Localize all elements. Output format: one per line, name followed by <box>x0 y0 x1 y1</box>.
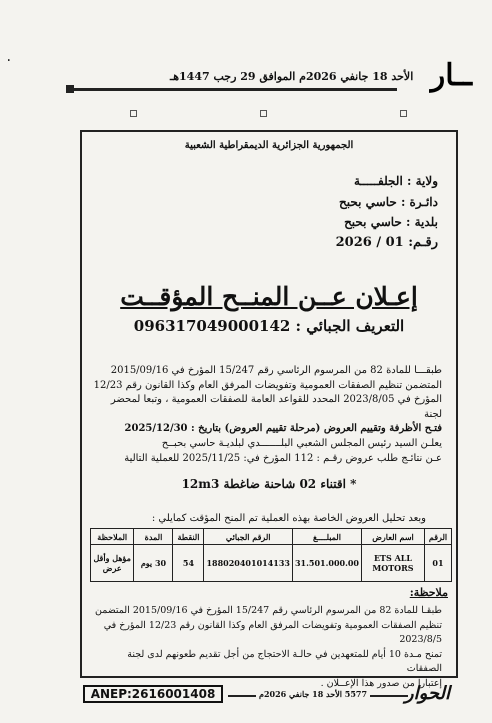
commune-line: بلدية : حاسي بحبح <box>344 215 438 229</box>
paragraph-line: إعتبارا من صدور هذا الإعــلان . <box>320 677 442 689</box>
table-row <box>91 545 452 582</box>
reference-number: رقـم: 01 / 2026 <box>335 235 438 250</box>
paragraph-line: تمنح مـدة 10 أيام للمتعهدين في حالـة الاحتجاج من أجل تقديم طعونهم لدى لجنة الصفقات <box>127 648 442 675</box>
registration-mark <box>260 110 267 117</box>
daira-line: دائـرة : حاسي بحبح <box>339 195 438 209</box>
paragraph-line: يعلـن السيد رئيس المجلس الشعبي البلـــــــدي لبلديـة حاسي بحبــح <box>161 437 442 449</box>
cell-number: 01 <box>425 545 452 582</box>
paragraph-line: المؤرخ في 2023/8/05 المحدد للقواعد العامة للصفقات العمومية ، وتبعا لمحضر لجنة <box>110 394 442 420</box>
cell-duration: 30 يوم <box>134 545 173 582</box>
anep-code: ANEP:2616001408 <box>83 685 223 703</box>
footer-date: 5577 الأحد 18 جانفي 2026م <box>256 689 370 699</box>
paragraph-line: تنظيم الصفقات العمومية وتفويضات المرفق العام وكذا القانون رقم 12/23 المؤرخ في 2023/8/5 <box>103 619 442 646</box>
paragraph-line: طبقـــا للمادة 82 من المرسوم الرئاسي رقم 15/247 المؤرخ في 2015/09/16 <box>110 365 442 376</box>
note-paragraph <box>90 604 442 692</box>
cell-amount: 31.501.000.00 <box>292 545 361 582</box>
award-table <box>90 528 452 582</box>
notice-frame <box>80 130 458 689</box>
col-fiscal-id: الرقم الجبائي <box>204 529 293 545</box>
cell-bidder: ETS ALL MOTORS <box>362 545 425 582</box>
col-duration: المدة <box>134 529 173 545</box>
cell-score: 54 <box>173 545 204 582</box>
footer-logo: الحوار <box>404 683 450 704</box>
col-bidder: اسم العارض <box>362 529 425 545</box>
fiscal-id: التعريف الجبائي : 096317049000142 <box>133 317 405 335</box>
col-number: الرقم <box>425 529 452 545</box>
margin-mark: ٠ <box>5 52 13 68</box>
notice-title: إعـلان عــن المنــح المؤقــت <box>120 282 418 311</box>
cell-fiscal-id: 188020401014133 <box>204 545 293 582</box>
lot-description: * اقتناء 02 شاحنة ضاغطة 12m3 <box>181 477 357 491</box>
table-header-row <box>91 529 452 545</box>
main-paragraph <box>90 364 442 466</box>
newspaper-logo: ــار <box>430 58 472 93</box>
col-score: النقطة <box>173 529 204 545</box>
paragraph-line: المتضمن تنظيم الصفقات العمومية وتفويضات المرفق العام وكذا القانون رقم 12/23 <box>93 379 442 391</box>
col-remark: الملاحظة <box>91 529 134 545</box>
col-amount: المبلــــغ <box>292 529 361 545</box>
header-rule-cap <box>66 85 74 93</box>
cell-remark: مؤهل وأقل عرض <box>91 545 134 582</box>
registration-mark <box>400 110 407 117</box>
table-intro: وبعد تحليل العروض الخاصة بهذه العملية تم المنح المؤقت كمايلي : <box>151 513 426 524</box>
paragraph-line: فتـح الأظرفة وتقييم العروض (مرحلة تقييم العروض) بتاريخ : 2025/12/30 <box>124 423 442 435</box>
republic-header: الجمهورية الجزائرية الديمقراطية الشعبية <box>184 140 354 151</box>
header-date: الأحد 18 جانفي 2026م الموافق 29 رجب 1447هـ <box>170 70 414 83</box>
paragraph-line: عـن نتائـج طلب عروض رقـم : 112 المؤرخ في: 2025/11/25 للعملية التالية <box>124 452 442 464</box>
paragraph-line: طبقـا للمادة 82 من المرسوم الرئاسي رقم 15/247 المؤرخ في 2015/09/16 المتضمن <box>94 605 442 616</box>
note-heading: ملاحظة: <box>409 586 448 599</box>
header-rule <box>74 88 397 91</box>
wilaya-line: ولاية : الجلفـــــة <box>354 174 438 188</box>
registration-mark <box>130 110 137 117</box>
